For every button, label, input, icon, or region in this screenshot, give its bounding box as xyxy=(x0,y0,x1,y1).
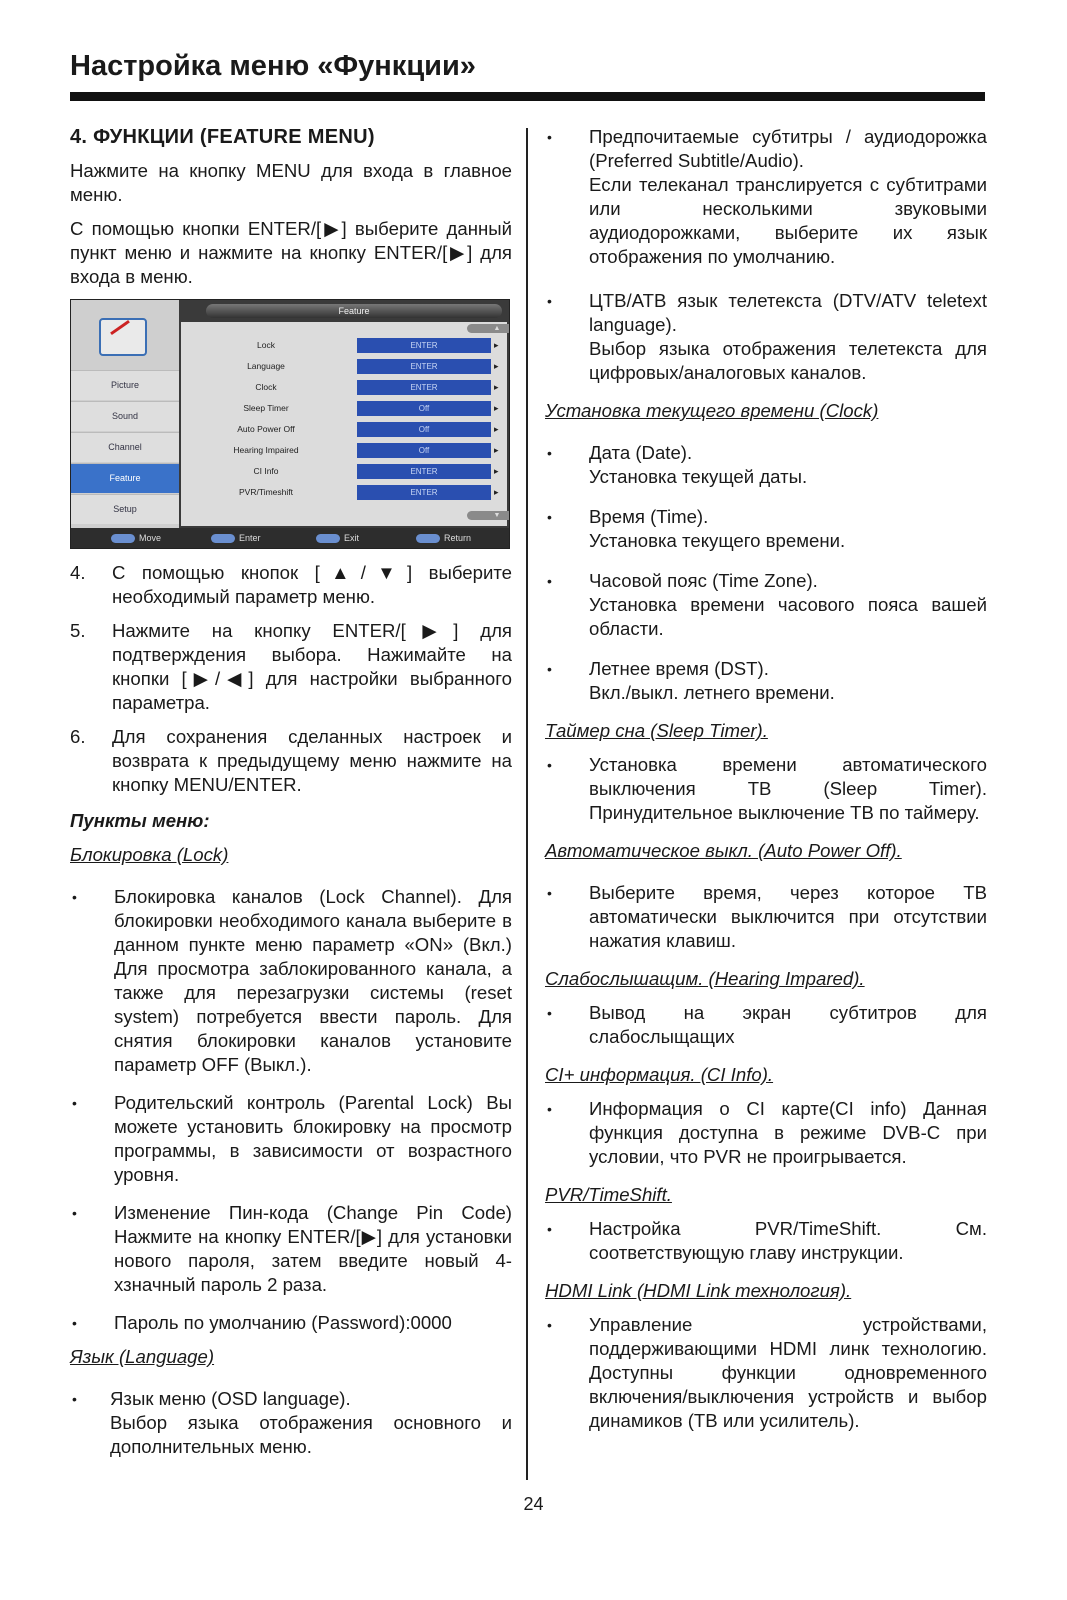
hearing-heading: Слабослышащим. (Hearing Impared). xyxy=(545,968,865,989)
tv-row-label: Auto Power Off xyxy=(237,424,295,434)
hint-move: Move xyxy=(111,528,161,548)
tv-side-item-feature: Feature xyxy=(71,463,179,493)
tv-menu-panel xyxy=(181,322,507,526)
tv-row-label: PVR/Timeshift xyxy=(238,487,293,497)
tv-side-item-channel: Channel xyxy=(71,432,179,462)
tv-row-language xyxy=(181,357,507,376)
hint-exit: Exit xyxy=(316,528,359,548)
clock-heading: Установка текущего времени (Clock) xyxy=(545,400,879,421)
tv-row-value: ENTER xyxy=(357,464,491,479)
intro-paragraph-2: С помощью кнопки ENTER/[▶] выберите данный пункт меню и нажмите на кнопку ENTER/[▶] для входа в меню. xyxy=(70,218,512,287)
bullet-item: • Летнее время (DST). Вкл./выкл. летнего времени. xyxy=(547,658,835,703)
bullet-item: • Родительский контроль (Parental Lock) Вы можете установить блокировку на просмотр программы, в зависимости от возрастного уровня. xyxy=(72,1092,512,1185)
tv-row-value: Off xyxy=(357,422,491,437)
bullet-item: • Пароль по умолчанию (Password):0000 xyxy=(72,1312,452,1333)
tv-hint-bar xyxy=(71,528,509,548)
bullet-item: • Вывод на экран субтитров для слабослыщащих xyxy=(547,1002,987,1047)
tv-row-label: Hearing Impaired xyxy=(233,445,299,455)
tv-row-value: ENTER xyxy=(357,338,491,353)
tv-sidebar xyxy=(71,300,179,528)
hint-return: Return xyxy=(416,528,471,548)
tv-row-pvr-timeshift xyxy=(181,483,507,502)
feature-menu-screenshot xyxy=(70,299,510,549)
right-arrow-icon: ▸ xyxy=(494,424,499,434)
language-heading: Язык (Language) xyxy=(70,1346,215,1367)
tv-row-label: Sleep Timer xyxy=(243,403,289,413)
tv-row-label: Clock xyxy=(255,382,277,392)
hdmi-link-heading: HDMI Link (HDMI Link технология). xyxy=(545,1280,852,1301)
bullet-item: • Предпочитаемые субтитры / аудиодорожка (Preferred Subtitle/Audio). Если телеканал транслируется с субтитрами или несколькими звуковыми аудиодорожками, выберите их язык отображения по умолчанию. xyxy=(547,126,987,267)
right-arrow-icon: ▸ xyxy=(494,466,499,476)
tv-row-value: Off xyxy=(357,401,491,416)
step-item: 4. С помощью кнопок [▲/▼] выберите необходимый параметр меню. xyxy=(70,562,512,607)
tv-row-label: Language xyxy=(247,361,285,371)
scroll-up-icon: ▲ xyxy=(467,324,510,333)
column-divider xyxy=(526,128,528,1480)
page-title: Настройка меню «Функции» xyxy=(70,50,476,82)
right-column xyxy=(545,125,987,1447)
bullet-item: • Дата (Date). Установка текущей даты. xyxy=(547,442,808,487)
section-title: 4. ФУНКЦИИ (FEATURE MENU) xyxy=(70,126,375,148)
title-rule xyxy=(70,92,985,101)
tv-row-ci-info xyxy=(181,462,507,481)
tv-row-label: CI Info xyxy=(253,466,279,476)
bullet-item: • Язык меню (OSD language). Выбор языка отображения основного и дополнительных меню. xyxy=(72,1388,512,1457)
step-item: 6. Для сохранения сделанных настроек и возврата к предыдущему меню нажмите на кнопку MENU/ENTER. xyxy=(70,726,512,795)
right-arrow-icon: ▸ xyxy=(494,445,499,455)
tv-row-label: Lock xyxy=(257,340,275,350)
right-arrow-icon: ▸ xyxy=(494,487,499,497)
tv-row-value: ENTER xyxy=(357,380,491,395)
bullet-item: • Настройка PVR/TimeShift. См. соответствующую главу инструкции. xyxy=(547,1218,987,1263)
right-arrow-icon: ▸ xyxy=(494,403,499,413)
right-arrow-icon: ▸ xyxy=(494,361,499,371)
tv-row-hearing-impaired xyxy=(181,441,507,460)
tv-menu-header: Feature xyxy=(206,304,502,318)
bullet-item: • Часовой пояс (Time Zone). Установка времени часового пояса вашей области. xyxy=(547,570,987,639)
bullet-item: • Установка времени автоматического выключения ТВ (Sleep Timer). Принудительное выключение ТВ по таймеру. xyxy=(547,754,987,823)
tv-side-item-sound: Sound xyxy=(71,401,179,431)
tv-side-item-setup: Setup xyxy=(71,494,179,524)
bullet-item: • Время (Time). Установка текущего времени. xyxy=(547,506,846,551)
feature-menu-icon xyxy=(99,318,147,356)
tv-side-item-picture: Picture xyxy=(71,370,179,400)
hint-enter: Enter xyxy=(211,528,261,548)
tv-row-lock xyxy=(181,336,507,355)
pvr-heading: PVR/TimeShift. xyxy=(545,1184,672,1205)
ci-info-heading: CI+ информация. (CI Info). xyxy=(545,1064,774,1085)
right-arrow-icon: ▸ xyxy=(494,340,499,350)
tv-row-value: Off xyxy=(357,443,491,458)
left-column xyxy=(70,125,512,1473)
bullet-item: • Блокировка каналов (Lock Channel). Для блокировки необходимого канала выберите в данном пункте меню параметр «ON» (Вкл.) Для просмотра заблокированного канала, а также для перезагрузки системы (reset system) потребуется ввести пароль. Для снятия блокировки каналов установите параметр OFF (Выкл.). xyxy=(72,886,512,1075)
tv-row-clock xyxy=(181,378,507,397)
tv-row-value: ENTER xyxy=(357,359,491,374)
tv-row-value: ENTER xyxy=(357,485,491,500)
bullet-item: • Изменение Пин-кода (Change Pin Code) Нажмите на кнопку ENTER/[▶] для установки нового пароля, затем введите новый 4-хзначный пароль 2 раза. xyxy=(72,1202,512,1295)
tv-row-sleep-timer xyxy=(181,399,507,418)
bullet-item: • Управление устройствами, поддерживающими HDMI линк технологию. Доступны функции одновременного включения/выключения устройств и выбор динамиков (ТВ или усилитель). xyxy=(547,1314,987,1431)
bullet-item: • ЦТВ/АТВ язык телетекста (DTV/ATV teletext language). Выбор языка отображения телетекста для цифровых/аналоговых каналов. xyxy=(547,290,987,383)
lock-heading: Блокировка (Lock) xyxy=(70,844,229,865)
intro-paragraph-1: Нажмите на кнопку MENU для входа в главное меню. xyxy=(70,160,512,205)
sleep-timer-heading: Таймер сна (Sleep Timer). xyxy=(545,720,768,741)
auto-power-off-heading: Автоматическое выкл. (Auto Power Off). xyxy=(545,840,902,861)
right-arrow-icon: ▸ xyxy=(494,382,499,392)
page-number: 24 xyxy=(523,1494,544,1514)
bullet-item: • Информация о CI карте(CI info) Данная функция доступна в режиме DVB-C при условии, что PVR не проигрывается. xyxy=(547,1098,987,1167)
menu-items-heading: Пункты меню: xyxy=(70,810,210,831)
bullet-item: • Выберите время, через которое ТВ автоматически выключится при отсутствии нажатия клавиш. xyxy=(547,882,987,951)
step-item: 5. Нажмите на кнопку ENTER/[▶] для подтверждения выбора. Нажимайте на кнопки [▶/◀] для настройки выбранного параметра. xyxy=(70,620,512,713)
tv-row-auto-power-off xyxy=(181,420,507,439)
scroll-down-icon: ▼ xyxy=(467,511,510,520)
